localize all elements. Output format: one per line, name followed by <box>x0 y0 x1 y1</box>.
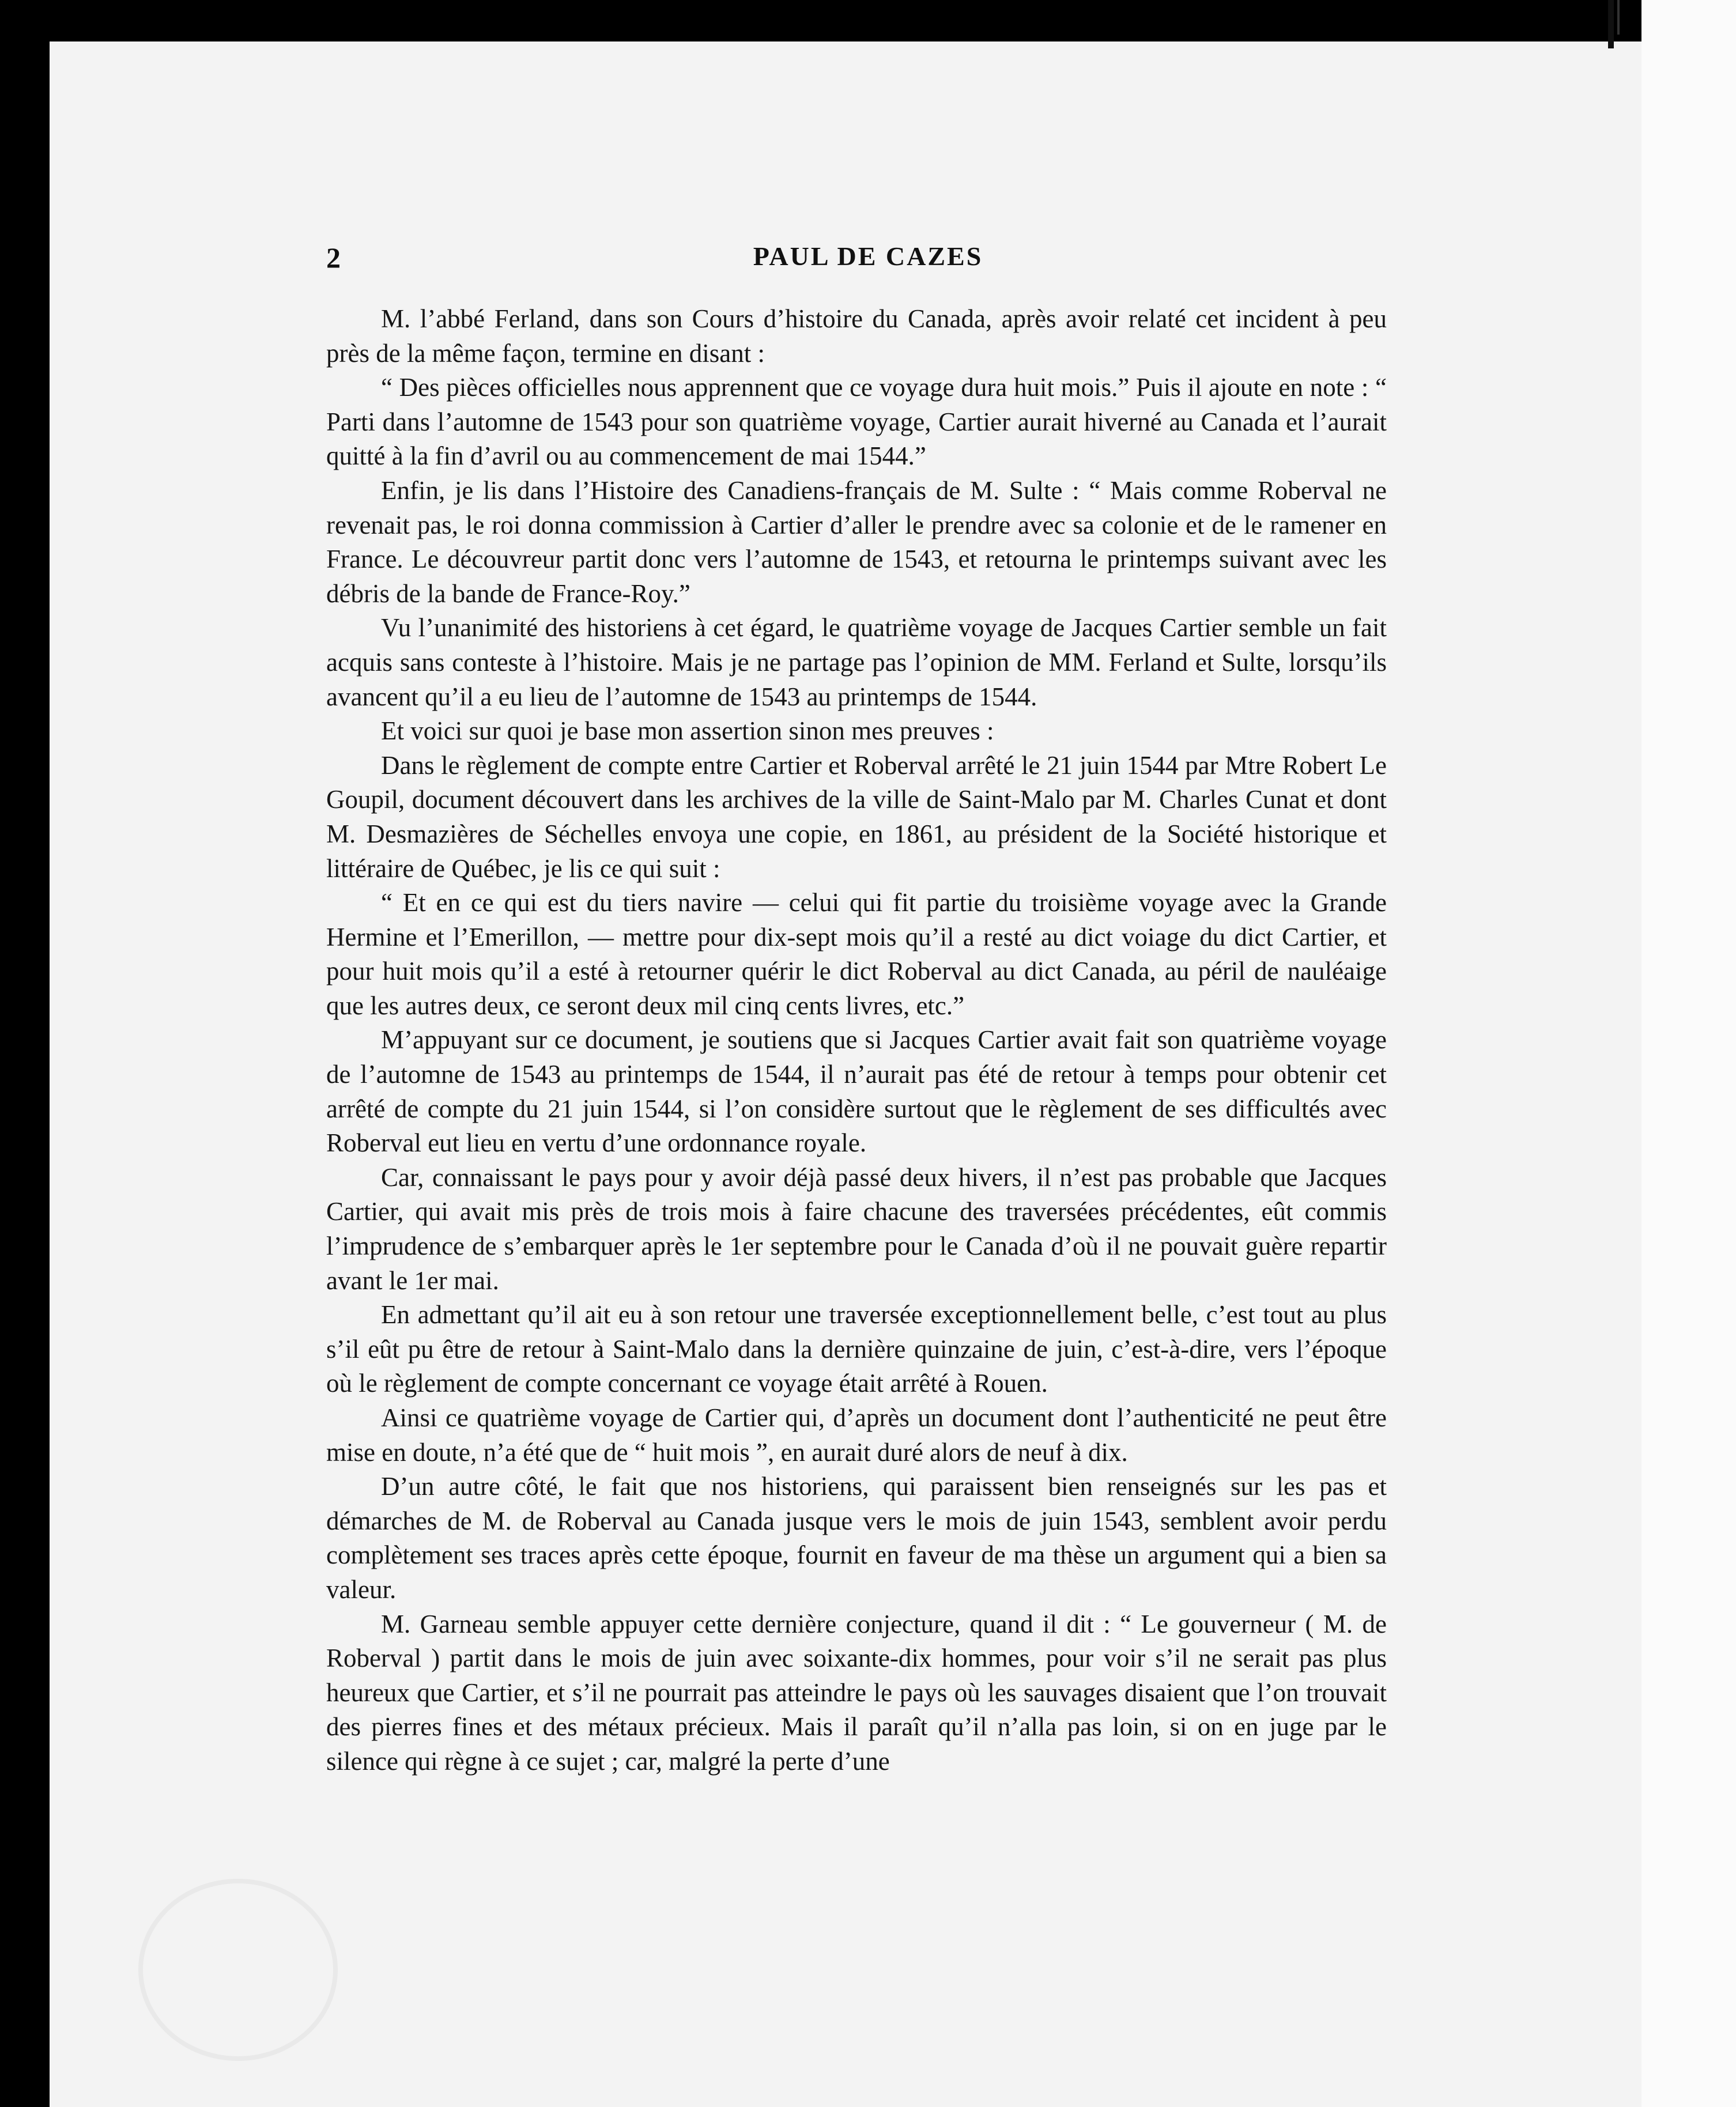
page-number: 2 <box>326 241 341 274</box>
paragraph: Enfin, je lis dans l’Histoire des Canadiens-français de M. Sulte : “ Mais comme Roberval ne revenait pas, le roi donna commission à Cartier d’aller le prendre avec sa colonie et de le ramener en France. Le découvreur partit donc vers l’automne de 1543, et retourna le printemps suivant avec les débris de la bande de France-Roy.” <box>326 475 1387 608</box>
paragraph: Vu l’unanimité des historiens à cet égard, le quatrième voyage de Jacques Cartier semble un fait acquis sans conteste à l’histoire. Mais je ne partage pas l’opinion de MM. Ferland et Sulte, lorsqu’ils avancent qu’il a eu lieu de l’automne de 1543 au printemps de 1544. <box>326 613 1387 711</box>
paragraph: M. l’abbé Ferland, dans son Cours d’histoire du Canada, après avoir relaté cet incident à peu près de la même façon, termine en disant : <box>326 304 1387 368</box>
paragraph: M’appuyant sur ce document, je soutiens que si Jacques Cartier avait fait son quatrième voyage de l’automne de 1543 au printemps de 1544, il n’aurait pas été de retour à temps pour obtenir cet arrêté de compte du 21 juin 1544, si l’on considère surtout que le règlement de ses difficultés avec Roberval eut lieu en vertu d’une ordonnance royale. <box>326 1025 1387 1158</box>
paragraph: “ Et en ce qui est du tiers navire — celui qui fit partie du troisième voyage avec la Grande Hermine et l’Emerillon, — mettre pour dix-sept mois qu’il a resté au dict voiage du dict Cartier, et pour huit mois qu’il a esté à retourner quérir le dict Roberval au dict Canada, au péril de nauléaige que les autres deux, ce seront deux mil cinq cents livres, etc.” <box>326 888 1387 1020</box>
paragraph: D’un autre côté, le fait que nos historiens, qui paraissent bien renseignés sur les pas et démarches de M. de Roberval au Canada jusque vers le mois de juin 1543, semblent avoir perdu complètement ses traces après cette époque, fournit en faveur de ma thèse un argument qui a bien sa valeur. <box>326 1472 1387 1604</box>
page-header <box>326 241 1410 275</box>
paragraph: En admettant qu’il ait eu à son retour une traversée exceptionnellement belle, c’est tout au plus s’il eût pu être de retour à Saint-Malo dans la dernière quinzaine de juin, c’est-à-dire, vers l’époque où le règlement de compte concernant ce voyage était arrêté à Rouen. <box>326 1300 1387 1398</box>
scan-border-top <box>0 0 1736 41</box>
faded-library-stamp <box>138 1879 338 2061</box>
scan-border-left <box>0 0 50 2107</box>
body-text <box>326 302 1387 1779</box>
paragraph: “ Des pièces officielles nous apprennent que ce voyage dura huit mois.” Puis il ajoute en note : “ Parti dans l’automne de 1543 pour son quatrième voyage, Cartier aurait hiverné au Canada et l’aurait quitté à la fin d’avril ou au commencement de mai 1544.” <box>326 373 1387 471</box>
scan-corner-mark <box>1608 0 1614 48</box>
paragraph: Ainsi ce quatrième voyage de Cartier qui, d’après un document dont l’authenticité ne peut être mise en doute, n’a été que de “ huit mois ”, en aurait duré alors de neuf à dix. <box>326 1403 1387 1467</box>
paragraph: Car, connaissant le pays pour y avoir déjà passé deux hivers, il n’est pas probable que Jacques Cartier, qui avait mis près de trois mois à faire chacune des traversées précédentes, eût commis l’imprudence de s’embarquer après le 1er septembre pour le Canada d’où il ne pouvait guère repartir avant le 1er mai. <box>326 1162 1387 1295</box>
scan-corner-mark-secondary <box>1617 0 1620 35</box>
paragraph: M. Garneau semble appuyer cette dernière conjecture, quand il dit : “ Le gouverneur ( M. de Roberval ) partit dans le mois de juin avec soixante-dix hommes, pour voir s’il ne serait pas plus heureux que Cartier, et s’il ne pourrait pas atteindre le pays où les sauvages disaient que l’on trouvait des pierres fines et des métaux précieux. Mais il paraît qu’il n’alla pas loin, si on en juge par le silence qui règne à ce sujet ; car, malgré la perte d’une <box>326 1609 1387 1776</box>
page-right-margin <box>1641 0 1736 2107</box>
paragraph: Dans le règlement de compte entre Cartier et Roberval arrêté le 21 juin 1544 par Mtre Robert Le Goupil, document découvert dans les archives de la ville de Saint-Malo par M. Charles Cunat et dont M. Desmazières de Séchelles envoya une copie, en 1861, au président de la Société historique et littéraire de Québec, je lis ce qui suit : <box>326 750 1387 883</box>
running-head: PAUL DE CAZES <box>753 241 983 271</box>
paragraph: Et voici sur quoi je base mon assertion sinon mes preuves : <box>381 716 994 746</box>
